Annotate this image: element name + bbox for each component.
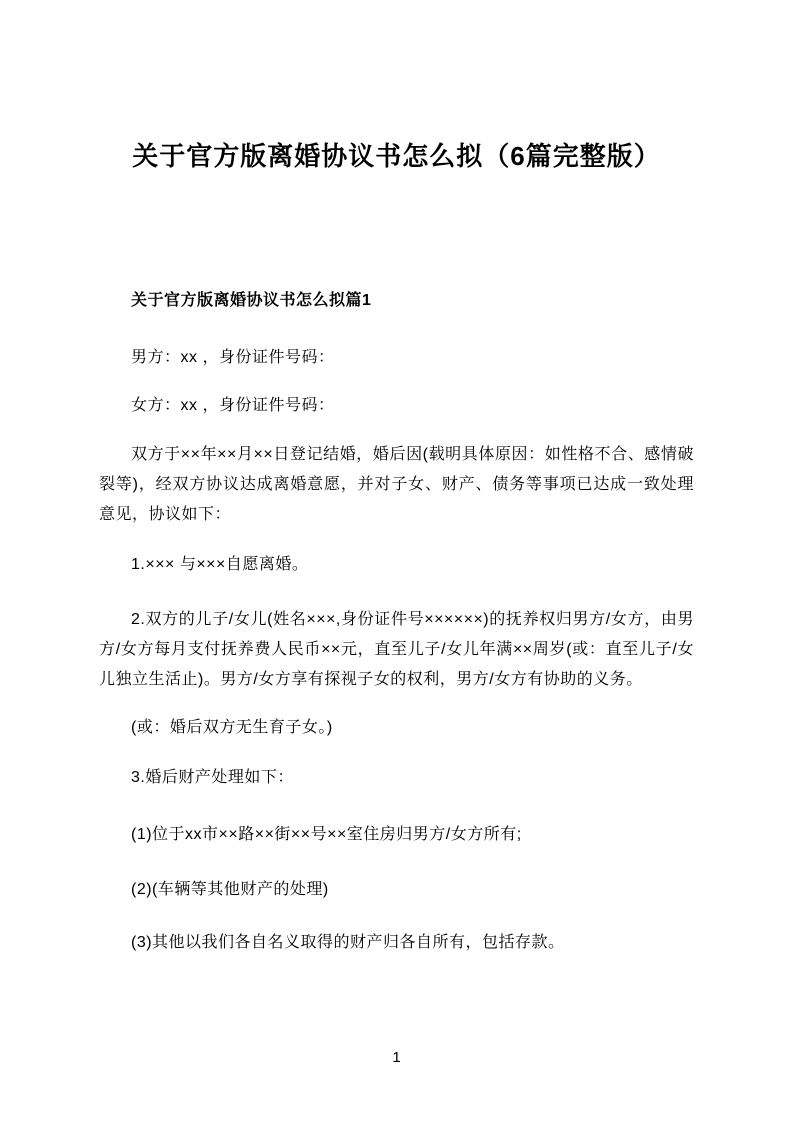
paragraph-preamble: 双方于××年××月××日登记结婚，婚后因(载明具体原因：如性格不合、感情破裂等)，经双方协议达成离婚意愿，并对子女、财产、债务等事项已达成一致处理意见，协议如下： <box>99 446 694 523</box>
section-heading: 关于官方版离婚协议书怎么拟篇1 <box>131 292 372 309</box>
paragraph-clause-3-item-3: (3)其他以我们各自名义取得的财产归各自所有，包括存款。 <box>131 934 565 951</box>
paragraph-clause-3-item-2: (2)(车辆等其他财产的处理) <box>131 881 329 898</box>
paragraph-clause-2: 2.双方的儿子/女儿(姓名×××,身份证件号××××××)的抚养权归男方/女方，由男方/女方每月支付抚养费人民币××元，直至儿子/女儿年满××周岁(或：直至儿子/女儿独立生活止)。男方/女方享有探视子女的权利，男方/女方有协助的义务。 <box>99 611 694 688</box>
paragraph-clause-1: 1.××× 与×××自愿离婚。 <box>131 556 309 573</box>
page-number: 1 <box>392 1049 401 1066</box>
paragraph-clause-3-item-1: (1)位于xx市××路××街××号××室住房归男方/女方所有; <box>131 826 522 843</box>
document-title: 关于官方版离婚协议书怎么拟（6篇完整版） <box>132 141 661 171</box>
paragraph-husband-info: 男方：xx ，身份证件号码： <box>131 349 335 366</box>
paragraph-wife-info: 女方：xx ，身份证件号码： <box>131 397 335 414</box>
paragraph-clause-3: 3.婚后财产处理如下： <box>131 769 294 786</box>
paragraph-clause-2-alt: (或：婚后双方无生育子女。) <box>131 719 333 736</box>
